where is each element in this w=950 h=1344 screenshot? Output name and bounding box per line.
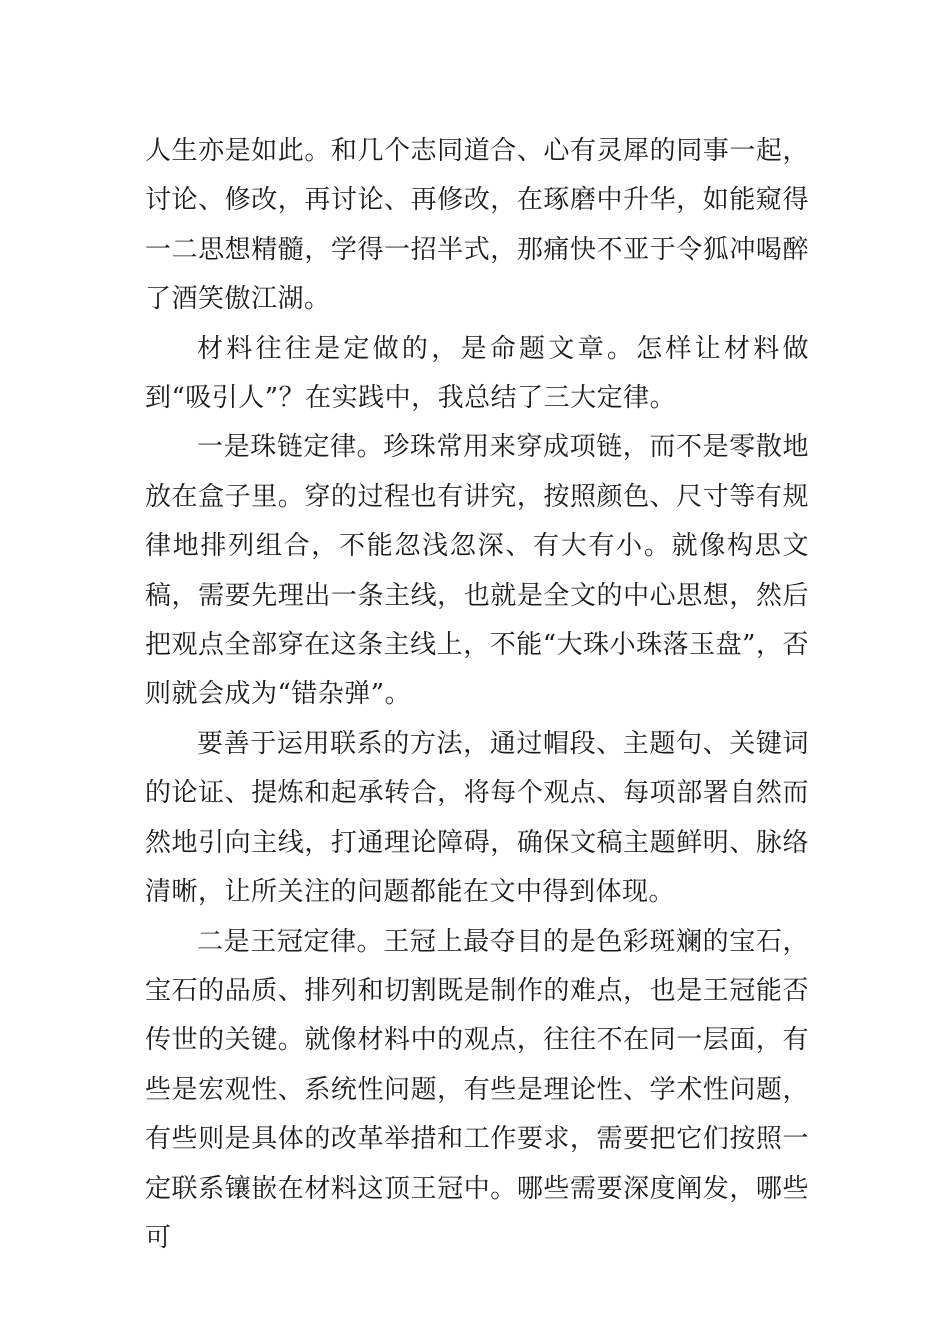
paragraph-2: 材料往往是定做的，是命题文章。怎样让材料做到“吸引人”？在实践中，我总结了三大定律。 — [145, 333, 809, 414]
paragraph-4: 要善于运用联系的方法，通过帽段、主题句、关键词的论证、提炼和起承转合，将每个观点、每项部署自然而然地引向主线，打通理论障碍，确保文稿主题鲜明、脉络清晰，让所关注的问题都能在文中得到体现。 — [145, 728, 809, 908]
paragraph-3: 一是珠链定律。珍珠常用来穿成项链，而不是零散地放在盒子里。穿的过程也有讲究，按照颜色、尺寸等有规律地排列组合，不能忽浅忽深、有大有小。就像构思文稿，需要先理出一条主线，也就是全文的中心思想，然后把观点全部穿在这条主线上，不能“大珠小珠落玉盘”，否则就会成为“错杂弹”。 — [145, 432, 809, 710]
paragraph-1: 人生亦是如此。和几个志同道合、心有灵犀的同事一起，讨论、修改，再讨论、再修改，在琢磨中升华，如能窥得一二思想精髓，学得一招半式，那痛快不亚于令狐冲喝醉了酒笑傲江湖。 — [145, 136, 809, 315]
paragraph-5: 二是王冠定律。王冠上最夺目的是色彩斑斓的宝石，宝石的品质、排列和切割既是制作的难点，也是王冠能否传世的关键。就像材料中的观点，往往不在同一层面，有些是宏观性、系统性问题，有些是理论性、学术性问题，有些则是具体的改革举措和工作要求，需要把它们按照一定联系镶嵌在材料这顶王冠中。哪些需要深度阐发，哪些可 — [145, 926, 809, 1253]
document-body — [145, 127, 809, 1263]
